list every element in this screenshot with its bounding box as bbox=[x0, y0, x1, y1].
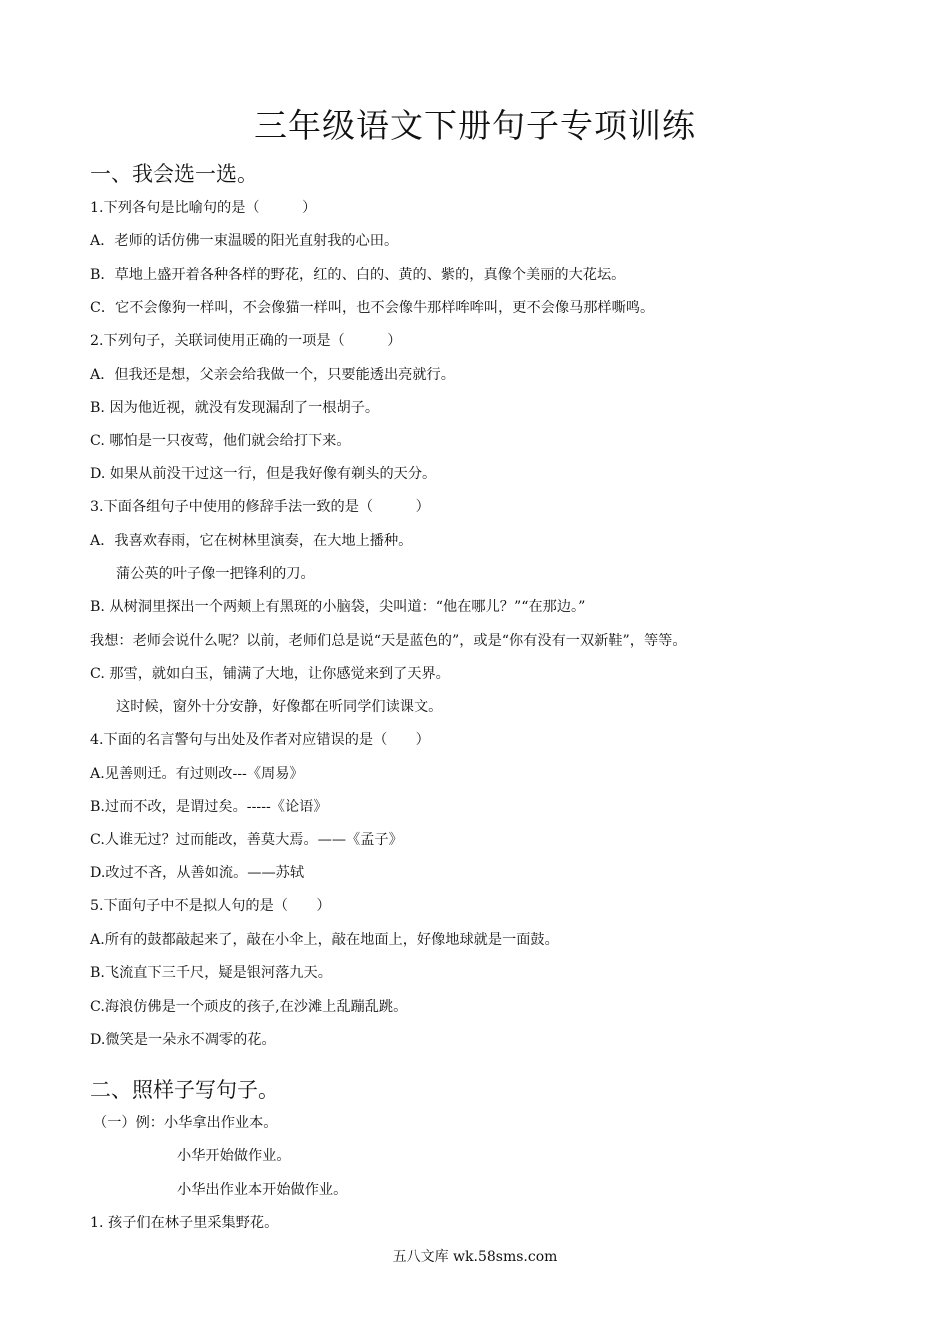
option-1c: C．它不会像狗一样叫，不会像猫一样叫，也不会像牛那样哞哞叫，更不会像马那样嘶鸣。 bbox=[90, 300, 655, 316]
option-5a: A.所有的鼓都敲起来了，敲在小伞上，敲在地面上，好像地球就是一面鼓。 bbox=[90, 932, 559, 948]
option-4c: C.人谁无过？过而能改，善莫大焉。——《孟子》 bbox=[90, 832, 403, 848]
option-5b: B.飞流直下三千尺，疑是银河落九天。 bbox=[90, 965, 332, 981]
question-3: 3.下面各组句子中使用的修辞手法一致的是（ ） bbox=[90, 499, 430, 515]
question-4: 4.下面的名言警句与出处及作者对应错误的是（ ） bbox=[90, 732, 430, 748]
option-3b-second: 我想：老师会说什么呢？以前，老师们总是说“天是蓝色的”，或是“你有没有一双新鞋”，等等。 bbox=[90, 633, 687, 649]
option-5d: D.微笑是一朵永不凋零的花。 bbox=[90, 1032, 276, 1048]
question-1: 1.下列各句是比喻句的是（ ） bbox=[90, 200, 317, 216]
footer-watermark: 五八文库 wk.58sms.com bbox=[392, 1249, 558, 1265]
example-line-3: 小华出作业本开始做作业。 bbox=[177, 1182, 348, 1198]
question-5: 5.下面句子中不是拟人句的是（ ） bbox=[90, 898, 331, 914]
option-5c: C.海浪仿佛是一个顽皮的孩子,在沙滩上乱蹦乱跳。 bbox=[90, 999, 408, 1015]
option-1a: A．老师的话仿佛一束温暖的阳光直射我的心田。 bbox=[90, 233, 399, 249]
option-4b: B.过而不改，是谓过矣。-----《论语》 bbox=[90, 799, 328, 815]
option-4a: A.见善则迁。有过则改---《周易》 bbox=[90, 766, 304, 782]
option-4d: D.改过不吝，从善如流。——苏轼 bbox=[90, 865, 305, 881]
page-title: 三年级语文下册句子专项训练 bbox=[254, 106, 696, 145]
option-3a-second: 蒲公英的叶子像一把锋利的刀。 bbox=[116, 566, 315, 582]
option-2c: C. 哪怕是一只夜莺，他们就会给打下来。 bbox=[90, 433, 351, 449]
option-3b: B. 从树洞里探出一个两颊上有黑斑的小脑袋，尖叫道：“他在哪儿？”“在那边。” bbox=[90, 599, 586, 615]
option-3c-second: 这时候，窗外十分安静，好像都在听同学们读课文。 bbox=[116, 699, 443, 715]
question-2: 2.下列句子，关联词使用正确的一项是（ ） bbox=[90, 333, 402, 349]
exercise-1: 1. 孩子们在林子里采集野花。 bbox=[90, 1215, 279, 1231]
option-3c: C. 那雪，就如白玉，铺满了大地，让你感觉来到了天界。 bbox=[90, 666, 450, 682]
option-1b: B．草地上盛开着各种各样的野花，红的、白的、黄的、紫的，真像个美丽的大花坛。 bbox=[90, 267, 626, 283]
option-3a: A．我喜欢春雨，它在树林里演奏，在大地上播种。 bbox=[90, 533, 413, 549]
section-heading-1: 一、我会选一选。 bbox=[90, 162, 258, 186]
option-2d: D. 如果从前没干过这一行，但是我好像有剃头的天分。 bbox=[90, 466, 437, 482]
section-heading-2: 二、照样子写句子。 bbox=[90, 1078, 279, 1102]
example-line-1: （一）例：小华拿出作业本。 bbox=[93, 1115, 278, 1131]
example-line-2: 小华开始做作业。 bbox=[177, 1148, 291, 1164]
option-2b: B. 因为他近视，就没有发现漏刮了一根胡子。 bbox=[90, 400, 380, 416]
option-2a: A．但我还是想，父亲会给我做一个，只要能透出亮就行。 bbox=[90, 367, 455, 383]
